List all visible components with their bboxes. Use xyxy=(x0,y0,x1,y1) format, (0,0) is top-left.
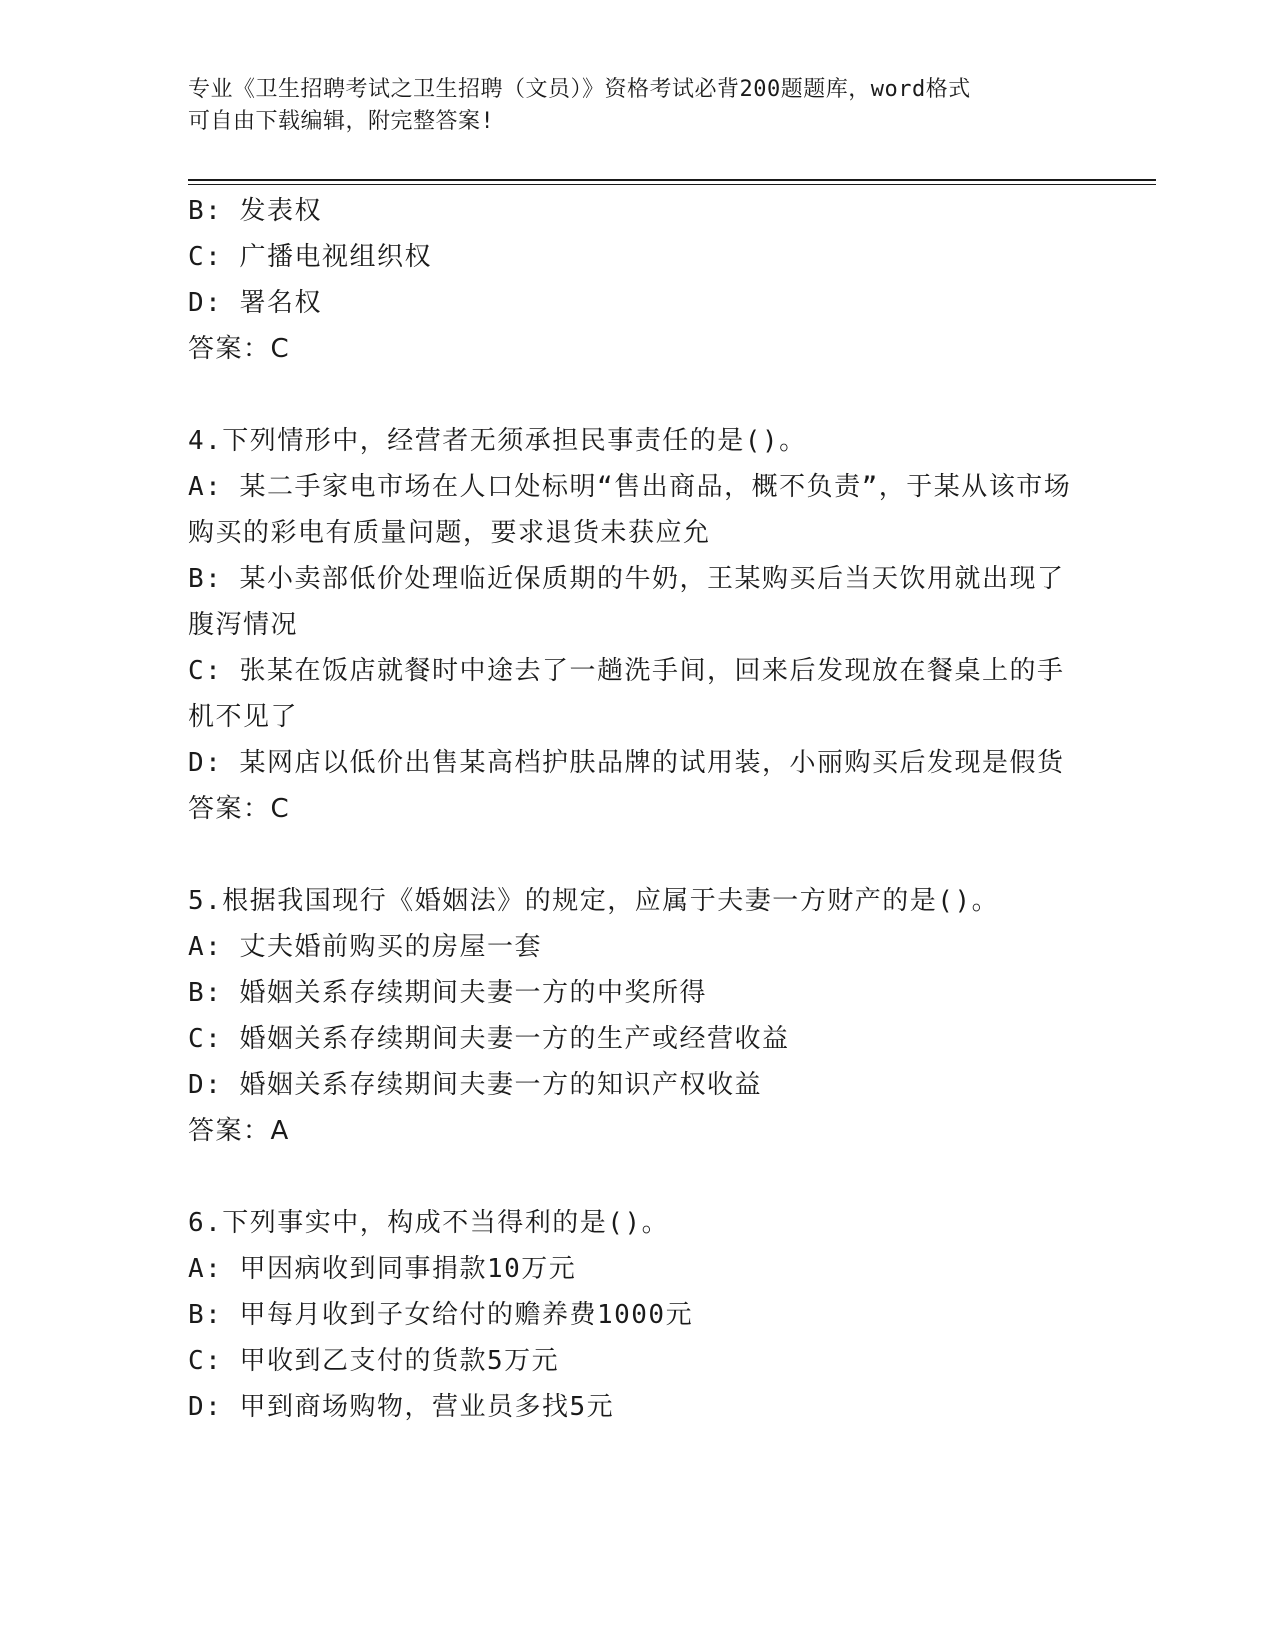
answer: 答案：C xyxy=(188,334,291,364)
spacer xyxy=(188,1154,1083,1200)
answer: 答案：A xyxy=(188,1116,290,1146)
option-d: D: 婚姻关系存续期间夫妻一方的知识产权收益 xyxy=(188,1070,762,1100)
option-b: B: 甲每月收到子女给付的赡养费1000元 xyxy=(188,1300,694,1330)
option-c: C: 甲收到乙支付的货款5万元 xyxy=(188,1346,560,1376)
option-d: D: 署名权 xyxy=(188,288,322,318)
option-b: B: 婚姻关系存续期间夫妻一方的中奖所得 xyxy=(188,978,707,1008)
option-b: B: 某小卖部低价处理临近保质期的牛奶，王某购买后当天饮用就出现了腹泻情况 xyxy=(188,564,1065,640)
header-line-2: 可自由下载编辑，附完整答案! xyxy=(188,109,495,134)
option-a: A: 丈夫婚前购买的房屋一套 xyxy=(188,932,542,962)
option-c: C: 婚姻关系存续期间夫妻一方的生产或经营收益 xyxy=(188,1024,790,1054)
option-a: A: 甲因病收到同事捐款10万元 xyxy=(188,1254,577,1284)
question-3-tail xyxy=(188,188,1083,372)
document-header xyxy=(188,74,1088,138)
question-stem: 5.根据我国现行《婚姻法》的规定，应属于夫妻一方财产的是()。 xyxy=(188,886,1000,916)
option-d: D: 某网店以低价出售某高档护肤品牌的试用装，小丽购买后发现是假货 xyxy=(188,748,1065,778)
option-c: C: 张某在饭店就餐时中途去了一趟洗手间，回来后发现放在餐桌上的手机不见了 xyxy=(188,656,1065,732)
spacer xyxy=(188,832,1083,878)
document-body xyxy=(188,188,1083,1430)
header-divider-thick xyxy=(188,179,1156,181)
question-stem: 4.下列情形中，经营者无须承担民事责任的是()。 xyxy=(188,426,807,456)
option-b: B: 发表权 xyxy=(188,196,322,226)
question-5 xyxy=(188,878,1083,1154)
question-6 xyxy=(188,1200,1083,1430)
header-line-1: 专业《卫生招聘考试之卫生招聘（文员）》资格考试必背200题题库，word格式 xyxy=(188,77,971,102)
spacer xyxy=(188,372,1083,418)
option-a: A: 某二手家电市场在人口处标明“售出商品，概不负责”，于某从该市场购买的彩电有质量问题，要求退货未获应允 xyxy=(188,472,1072,548)
option-d: D: 甲到商场购物，营业员多找5元 xyxy=(188,1392,615,1422)
answer: 答案：C xyxy=(188,794,291,824)
header-divider-thin xyxy=(188,184,1156,185)
option-c: C: 广播电视组织权 xyxy=(188,242,432,272)
question-stem: 6.下列事实中，构成不当得利的是()。 xyxy=(188,1208,670,1238)
question-4 xyxy=(188,418,1083,832)
